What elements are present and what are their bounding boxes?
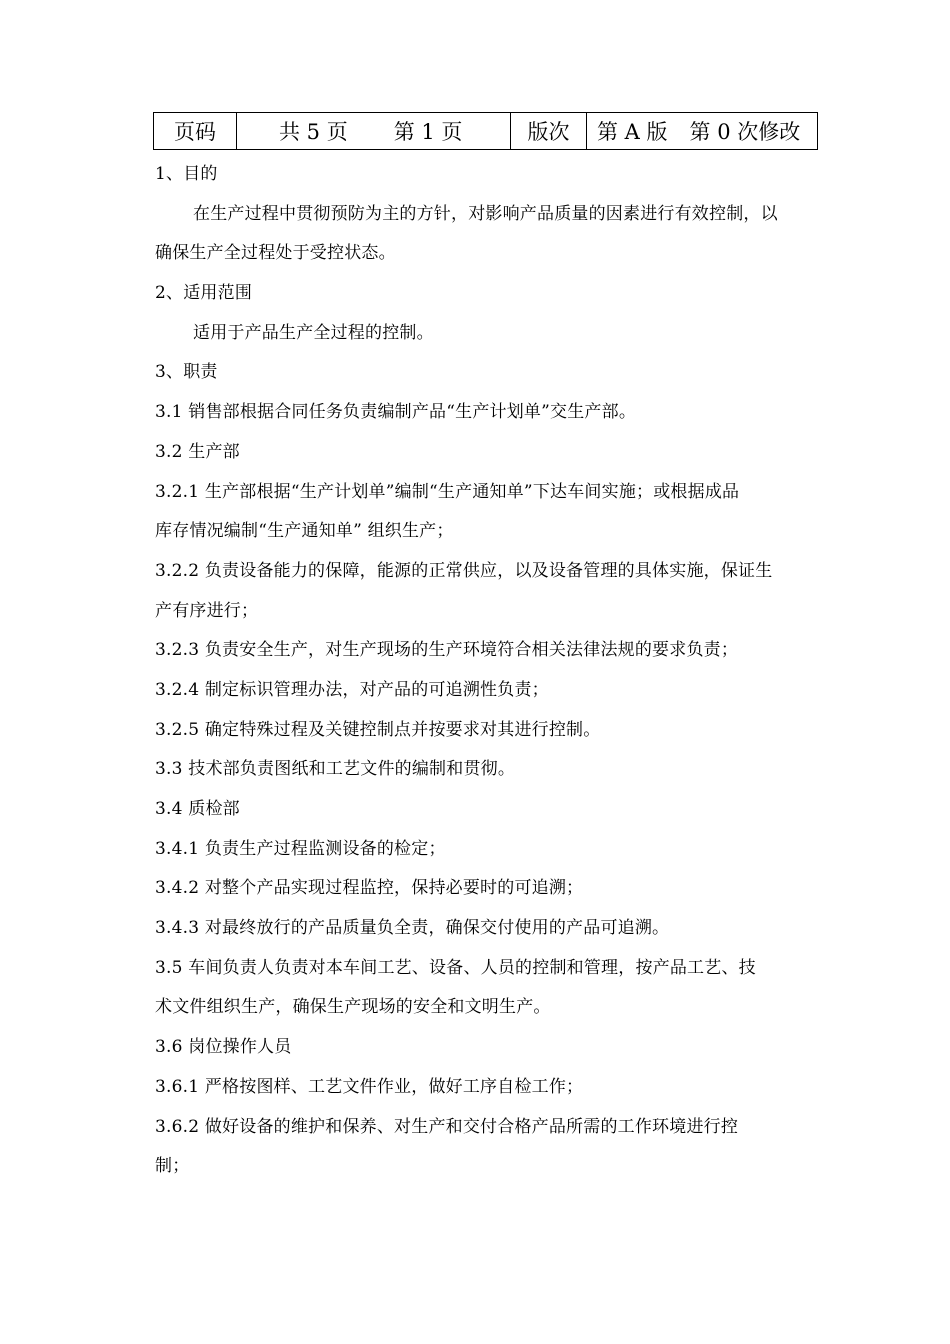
clause-line: 术文件组织生产，确保生产现场的安全和文明生产。	[155, 997, 551, 1018]
clause-line: 制；	[155, 1156, 190, 1177]
clause-line: 3.4.2 对整个产品实现过程监控，保持必要时的可追溯；	[155, 878, 584, 899]
clause-line: 3.2 生产部	[155, 441, 240, 462]
clause-line: 3.3 技术部负责图纸和工艺文件的编制和贯彻。	[155, 759, 516, 780]
clause-line: 3.2.1 生产部根据“生产计划单”编制“生产通知单”下达车间实施；或根据成品	[155, 481, 740, 502]
total-pages: 共 5 页	[279, 120, 348, 144]
clause-line: 3.1 销售部根据合同任务负责编制产品“生产计划单”交生产部。	[155, 402, 637, 423]
current-page: 第 1 页	[393, 120, 463, 144]
edition: 第 A 版	[597, 120, 668, 144]
page-label-cell	[154, 113, 237, 150]
document-header-table	[153, 112, 818, 150]
clause-line: 3.6 岗位操作人员	[155, 1037, 292, 1058]
section-heading-purpose: 1、目的	[155, 164, 218, 184]
clause-line: 3.5 车间负责人负责对本车间工艺、设备、人员的控制和管理，按产品工艺、技	[155, 957, 756, 978]
clause-line: 3.6.2 做好设备的维护和保养、对生产和交付合格产品所需的工作环境进行控	[155, 1116, 739, 1137]
clause-line: 产有序进行；	[155, 600, 259, 621]
page-label: 页码	[174, 120, 216, 144]
clause-line: 3.2.3 负责安全生产，对生产现场的生产环境符合相关法律法规的要求负责；	[155, 640, 739, 661]
paragraph-line: 在生产过程中贯彻预防为主的方针，对影响产品质量的因素进行有效控制，以	[193, 203, 778, 224]
document-body	[155, 155, 855, 1187]
section-heading-scope: 2、适用范围	[155, 283, 253, 304]
page-count-cell	[237, 113, 511, 150]
clause-line: 3.2.2 负责设备能力的保障，能源的正常供应，以及设备管理的具体实施，保证生	[155, 560, 773, 581]
clause-line: 3.4 质检部	[155, 799, 240, 819]
paragraph-line: 确保生产全过程处于受控状态。	[155, 243, 396, 264]
clause-line: 3.2.5 确定特殊过程及关键控制点并按要求对其进行控制。	[155, 719, 601, 740]
section-heading-responsibilities: 3、职责	[155, 362, 218, 383]
paragraph-line: 适用于产品生产全过程的控制。	[193, 322, 434, 343]
clause-line: 3.4.1 负责生产过程监测设备的检定；	[155, 838, 446, 859]
clause-line: 3.6.1 严格按图样、工艺文件作业，做好工序自检工作；	[155, 1076, 584, 1097]
clause-line: 3.2.4 制定标识管理办法，对产品的可追溯性负责；	[155, 679, 549, 700]
version-cell	[587, 113, 818, 150]
header-row	[154, 113, 818, 150]
version-label-cell	[511, 113, 587, 150]
clause-line: 库存情况编制“生产通知单” 组织生产；	[155, 521, 454, 542]
clause-line: 3.4.3 对最终放行的产品质量负全责，确保交付使用的产品可追溯。	[155, 918, 670, 939]
version-label: 版次	[527, 120, 570, 144]
revision: 第 0 次修改	[689, 120, 801, 144]
